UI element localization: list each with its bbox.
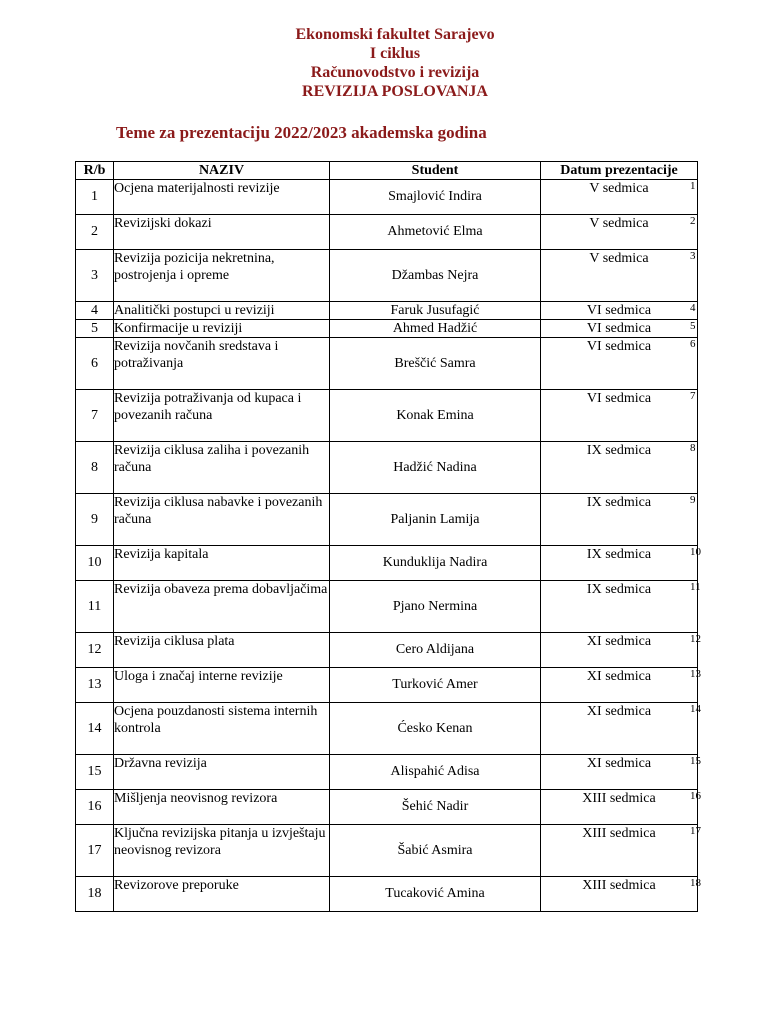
- presentation-date: XIII sedmica: [541, 790, 698, 825]
- topic-name: Revizija potraživanja od kupaca i povezanih računa: [114, 390, 330, 442]
- presentation-date: XI sedmica: [541, 633, 698, 668]
- side-row-number: 1: [690, 180, 696, 192]
- table-row: [76, 494, 698, 546]
- student-name: Faruk Jusufagić: [330, 302, 541, 320]
- side-row-number: 15: [690, 755, 701, 767]
- document-header: [0, 25, 768, 101]
- student-name: Paljanin Lamija: [330, 494, 541, 546]
- student-name: Alispahić Adisa: [330, 755, 541, 790]
- row-number: 11: [76, 581, 114, 633]
- row-number: 7: [76, 390, 114, 442]
- row-number: 2: [76, 215, 114, 250]
- topic-name: Revizija ciklusa zaliha i povezanih računa: [114, 442, 330, 494]
- table-row: [76, 302, 698, 320]
- topic-name: Uloga i značaj interne revizije: [114, 668, 330, 703]
- table-row: [76, 633, 698, 668]
- column-header-rb: R/b: [76, 162, 114, 180]
- side-row-number: 4: [690, 302, 696, 314]
- presentation-date: XI sedmica: [541, 755, 698, 790]
- student-name: Šehić Nadir: [330, 790, 541, 825]
- side-row-number: 16: [690, 790, 701, 802]
- presentation-date: XI sedmica: [541, 703, 698, 755]
- topic-name: Revizija ciklusa nabavke i povezanih računa: [114, 494, 330, 546]
- topic-name: Revizija kapitala: [114, 546, 330, 581]
- table-row: [76, 581, 698, 633]
- table-row: [76, 442, 698, 494]
- side-row-number: 6: [690, 338, 696, 350]
- row-number: 18: [76, 877, 114, 912]
- row-number: 3: [76, 250, 114, 302]
- side-row-number: 10: [690, 546, 701, 558]
- presentation-date: V sedmica: [541, 180, 698, 215]
- topic-name: Ocjena pouzdanosti sistema internih kontrola: [114, 703, 330, 755]
- student-name: Cero Aldijana: [330, 633, 541, 668]
- topic-name: Mišljenja neovisnog revizora: [114, 790, 330, 825]
- topic-name: Konfirmacije u reviziji: [114, 320, 330, 338]
- table-row: [76, 877, 698, 912]
- topic-name: Revizija pozicija nekretnina, postrojenja i opreme: [114, 250, 330, 302]
- side-row-number: 14: [690, 703, 701, 715]
- side-row-number: 8: [690, 442, 696, 454]
- row-number: 6: [76, 338, 114, 390]
- table-row: [76, 790, 698, 825]
- column-header-datum: Datum prezentacije: [541, 162, 698, 180]
- faculty-name: Ekonomski fakultet Sarajevo: [295, 26, 495, 43]
- table-row: [76, 703, 698, 755]
- student-name: Ćesko Kenan: [330, 703, 541, 755]
- column-header-naziv: NAZIV: [114, 162, 330, 180]
- row-number: 1: [76, 180, 114, 215]
- presentation-date: IX sedmica: [541, 546, 698, 581]
- student-name: Pjano Nermina: [330, 581, 541, 633]
- presentation-date: VI sedmica: [541, 338, 698, 390]
- table-body: [76, 180, 698, 912]
- topic-name: Analitički postupci u reviziji: [114, 302, 330, 320]
- side-row-number: 5: [690, 320, 696, 332]
- table-row: [76, 250, 698, 302]
- row-number: 12: [76, 633, 114, 668]
- topics-table: [75, 161, 698, 912]
- table-row: [76, 180, 698, 215]
- topic-name: Revizija novčanih sredstava i potraživanja: [114, 338, 330, 390]
- presentation-date: XIII sedmica: [541, 877, 698, 912]
- student-name: Džambas Nejra: [330, 250, 541, 302]
- table-row: [76, 390, 698, 442]
- side-row-number: 9: [690, 494, 696, 506]
- presentation-date: XI sedmica: [541, 668, 698, 703]
- document-subtitle: Teme za prezentaciju 2022/2023 akademska godina: [116, 123, 487, 142]
- table-row: [76, 825, 698, 877]
- topic-name: Revizijski dokazi: [114, 215, 330, 250]
- row-number: 14: [76, 703, 114, 755]
- course-title: REVIZIJA POSLOVANJA: [302, 83, 488, 100]
- topic-name: Ocjena materijalnosti revizije: [114, 180, 330, 215]
- topic-name: Revizija obaveza prema dobavljačima: [114, 581, 330, 633]
- student-name: Tucaković Amina: [330, 877, 541, 912]
- presentation-date: VI sedmica: [541, 390, 698, 442]
- student-name: Šabić Asmira: [330, 825, 541, 877]
- presentation-date: IX sedmica: [541, 581, 698, 633]
- topic-name: Državna revizija: [114, 755, 330, 790]
- student-name: Breščić Samra: [330, 338, 541, 390]
- student-name: Ahmed Hadžić: [330, 320, 541, 338]
- presentation-date: IX sedmica: [541, 494, 698, 546]
- side-row-number: 2: [690, 215, 696, 227]
- row-number: 10: [76, 546, 114, 581]
- student-name: Turković Amer: [330, 668, 541, 703]
- presentation-date: VI sedmica: [541, 302, 698, 320]
- presentation-date: V sedmica: [541, 250, 698, 302]
- topic-name: Revizorove preporuke: [114, 877, 330, 912]
- topic-name: Revizija ciklusa plata: [114, 633, 330, 668]
- table-row: [76, 668, 698, 703]
- row-number: 9: [76, 494, 114, 546]
- row-number: 4: [76, 302, 114, 320]
- table-header-row: [76, 162, 698, 180]
- presentation-date: XIII sedmica: [541, 825, 698, 877]
- row-number: 5: [76, 320, 114, 338]
- topic-name: Ključna revizijska pitanja u izvještaju neovisnog revizora: [114, 825, 330, 877]
- side-row-number: 7: [690, 390, 696, 402]
- cycle-label: I ciklus: [369, 45, 421, 62]
- presentation-date: V sedmica: [541, 215, 698, 250]
- row-number: 17: [76, 825, 114, 877]
- student-name: Smajlović Indira: [330, 180, 541, 215]
- table-row: [76, 546, 698, 581]
- column-header-student: Student: [330, 162, 541, 180]
- table-row: [76, 320, 698, 338]
- row-number: 13: [76, 668, 114, 703]
- table-row: [76, 215, 698, 250]
- student-name: Konak Emina: [330, 390, 541, 442]
- row-number: 16: [76, 790, 114, 825]
- side-row-number: 13: [690, 668, 701, 680]
- program-name: Računovodstvo i revizija: [310, 64, 480, 81]
- student-name: Kunduklija Nadira: [330, 546, 541, 581]
- side-row-number: 18: [690, 877, 701, 889]
- presentation-date: VI sedmica: [541, 320, 698, 338]
- side-row-number: 11: [690, 581, 701, 593]
- table-row: [76, 755, 698, 790]
- side-row-number: 12: [690, 633, 701, 645]
- student-name: Hadžić Nadina: [330, 442, 541, 494]
- student-name: Ahmetović Elma: [330, 215, 541, 250]
- row-number: 15: [76, 755, 114, 790]
- presentation-date: IX sedmica: [541, 442, 698, 494]
- row-number: 8: [76, 442, 114, 494]
- table-row: [76, 338, 698, 390]
- side-row-number: 17: [690, 825, 701, 837]
- side-row-number: 3: [690, 250, 696, 262]
